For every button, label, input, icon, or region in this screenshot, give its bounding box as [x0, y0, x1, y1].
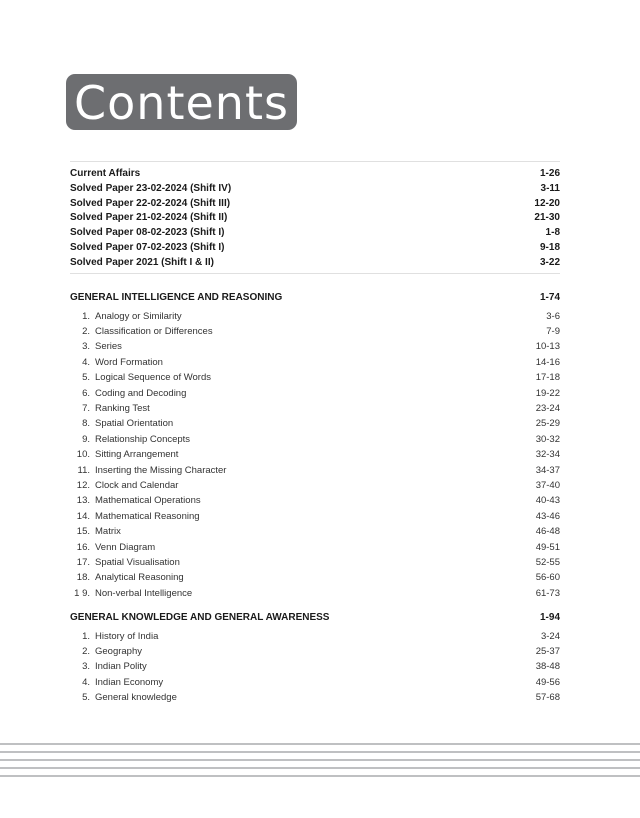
item-label-group — [70, 511, 200, 522]
toc-entry — [70, 240, 560, 255]
item-number: 4. — [82, 676, 90, 688]
item-label-group — [70, 661, 147, 672]
item-number: 15. — [76, 526, 90, 538]
item-label: Non-verbal Intelligence — [95, 587, 193, 599]
item-number: 14. — [76, 510, 90, 522]
toc-item — [70, 401, 560, 416]
toc-item — [70, 493, 560, 508]
page-range: 30-32 — [535, 433, 560, 445]
page-range: 9-18 — [539, 242, 560, 253]
item-number: 9. — [82, 433, 90, 445]
toc-item — [70, 540, 560, 555]
item-label: Coding and Decoding — [95, 387, 187, 399]
item-label-group — [70, 465, 226, 476]
page-range: 10-13 — [535, 341, 560, 353]
item-label: Series — [95, 341, 122, 353]
toc-entry — [70, 255, 560, 270]
item-label-group — [70, 357, 163, 368]
page-title: Contents — [74, 76, 289, 130]
toc-entry — [70, 181, 560, 196]
page-range: 12-20 — [534, 197, 560, 209]
entry-label: Solved Paper 22-02-2024 (Shift III) — [70, 197, 231, 209]
item-label: Mathematical Reasoning — [95, 510, 200, 522]
item-label-group — [70, 341, 122, 352]
entry-label: Solved Paper 08-02-2023 (Shift I) — [70, 227, 225, 239]
item-label-group — [70, 495, 201, 506]
item-label-group — [70, 572, 184, 583]
item-label: Indian Polity — [95, 661, 147, 673]
toc-item — [70, 324, 560, 339]
page-range: 1-94 — [539, 612, 560, 623]
toc-item — [70, 586, 560, 601]
page-range: 52-55 — [535, 556, 560, 568]
toc-item — [70, 355, 560, 370]
item-number: 5. — [82, 372, 90, 384]
toc-item — [70, 644, 560, 659]
page-range: 37-40 — [535, 479, 560, 491]
section-heading — [70, 610, 560, 625]
page-range: 23-24 — [535, 402, 560, 414]
item-number: 3. — [82, 341, 90, 353]
toc-entry — [70, 210, 560, 225]
item-label-group — [70, 311, 182, 322]
item-number: 13. — [76, 495, 90, 507]
item-label-group — [70, 326, 213, 337]
page-range: 46-48 — [535, 526, 560, 538]
page-range: 38-48 — [535, 661, 560, 673]
item-label: General knowledge — [95, 692, 177, 704]
page-range: 1-8 — [545, 227, 560, 239]
item-number: 2. — [82, 645, 90, 657]
toc-entry — [70, 196, 560, 211]
page-range: 3-6 — [546, 310, 560, 322]
entry-label: Solved Paper 07-02-2023 (Shift I) — [70, 242, 225, 253]
page-range: 57-68 — [535, 692, 560, 704]
item-label: Logical Sequence of Words — [95, 372, 212, 384]
item-label: Word Formation — [95, 356, 163, 368]
page-range: 14-16 — [535, 356, 560, 368]
page-range: 21-30 — [534, 212, 560, 224]
section-heading — [70, 290, 560, 305]
page-range: 7-9 — [546, 325, 560, 337]
item-label: Clock and Calendar — [95, 479, 179, 491]
item-label-group — [70, 403, 150, 414]
entry-label: Solved Paper 23-02-2024 (Shift IV) — [70, 182, 232, 194]
toc-item — [70, 675, 560, 690]
toc-item — [70, 447, 560, 462]
item-label: Sitting Arrangement — [95, 449, 179, 461]
item-number: 17. — [76, 556, 90, 568]
item-label-group — [70, 388, 186, 399]
item-label: Classification or Differences — [95, 325, 213, 337]
item-label-group — [70, 480, 178, 491]
entry-label: GENERAL INTELLIGENCE AND REASONING — [70, 292, 283, 303]
item-number: 1 9. — [74, 587, 90, 599]
item-label-group — [70, 677, 163, 688]
item-label: Geography — [95, 645, 143, 657]
toc-item — [70, 370, 560, 385]
item-label: Ranking Test — [95, 402, 150, 414]
item-label: Relationship Concepts — [95, 433, 191, 445]
item-label-group — [70, 557, 180, 568]
entry-label: Current Affairs — [70, 168, 141, 179]
item-number: 1. — [82, 630, 90, 642]
page-range: 19-22 — [535, 387, 560, 399]
toc-item — [70, 659, 560, 674]
item-label: Spatial Orientation — [95, 418, 174, 430]
toc-item — [70, 339, 560, 354]
entry-label: Solved Paper 21-02-2024 (Shift II) — [70, 212, 228, 224]
item-label-group — [70, 542, 155, 553]
item-number: 18. — [76, 572, 90, 584]
page-range: 25-37 — [535, 645, 560, 657]
item-number: 10. — [76, 449, 90, 461]
item-label: Mathematical Operations — [95, 495, 201, 507]
item-number: 7. — [82, 402, 90, 414]
page-range: 49-56 — [535, 676, 560, 688]
page-range: 43-46 — [535, 510, 560, 522]
item-number: 2. — [82, 325, 90, 337]
item-label-group — [70, 418, 173, 429]
toc-item — [70, 463, 560, 478]
item-number: 8. — [82, 418, 90, 430]
item-label: Analytical Reasoning — [95, 572, 184, 584]
toc-item — [70, 555, 560, 570]
toc-item — [70, 570, 560, 585]
toc-item — [70, 432, 560, 447]
divider — [70, 273, 560, 274]
page-range: 1-74 — [539, 292, 560, 303]
entry-label: GENERAL KNOWLEDGE AND GENERAL AWARENESS — [70, 612, 330, 623]
item-number: 1. — [82, 310, 90, 322]
toc-item — [70, 309, 560, 324]
item-label: Venn Diagram — [95, 541, 156, 553]
page-range: 40-43 — [535, 495, 560, 507]
item-number: 6. — [82, 387, 90, 399]
toc-item — [70, 509, 560, 524]
item-label-group — [70, 631, 158, 642]
page-range: 1-26 — [539, 168, 560, 179]
item-label: History of India — [95, 630, 159, 642]
page-range: 32-34 — [535, 449, 560, 461]
item-label: Indian Economy — [95, 676, 164, 688]
item-label: Matrix — [95, 526, 121, 538]
page-range: 56-60 — [535, 572, 560, 584]
toc-item — [70, 690, 560, 705]
page-range: 49-51 — [535, 541, 560, 553]
item-number: 4. — [82, 356, 90, 368]
page-range: 3-22 — [539, 256, 560, 268]
item-label-group — [70, 372, 211, 383]
toc-entry — [70, 166, 560, 181]
item-label-group — [70, 434, 190, 445]
item-label: Inserting the Missing Character — [95, 464, 227, 476]
entry-label: Solved Paper 2021 (Shift I & II) — [70, 256, 214, 268]
item-label-group — [70, 646, 142, 657]
item-label: Analogy or Similarity — [95, 310, 182, 322]
page-range: 25-29 — [535, 418, 560, 430]
page-range: 17-18 — [535, 372, 560, 384]
item-number: 12. — [76, 479, 90, 491]
decorative-stripes — [0, 743, 640, 783]
toc-item — [70, 524, 560, 539]
item-label: Spatial Visualisation — [95, 556, 180, 568]
page-range: 34-37 — [535, 464, 560, 476]
item-number: 3. — [82, 661, 90, 673]
divider — [70, 161, 560, 162]
item-number: 5. — [82, 692, 90, 704]
item-label-group — [70, 588, 192, 599]
toc-item — [70, 416, 560, 431]
page-range: 61-73 — [535, 587, 560, 599]
toc-item — [70, 478, 560, 493]
item-label-group — [70, 692, 177, 703]
contents-title-banner — [66, 74, 297, 130]
toc-item — [70, 629, 560, 644]
item-label-group — [70, 526, 121, 537]
item-label-group — [70, 449, 178, 460]
toc-entry — [70, 225, 560, 240]
item-number: 16. — [76, 541, 90, 553]
page-range: 3-24 — [540, 630, 560, 642]
item-number: 11. — [77, 464, 90, 476]
page-range: 3-11 — [540, 182, 560, 194]
toc-item — [70, 386, 560, 401]
